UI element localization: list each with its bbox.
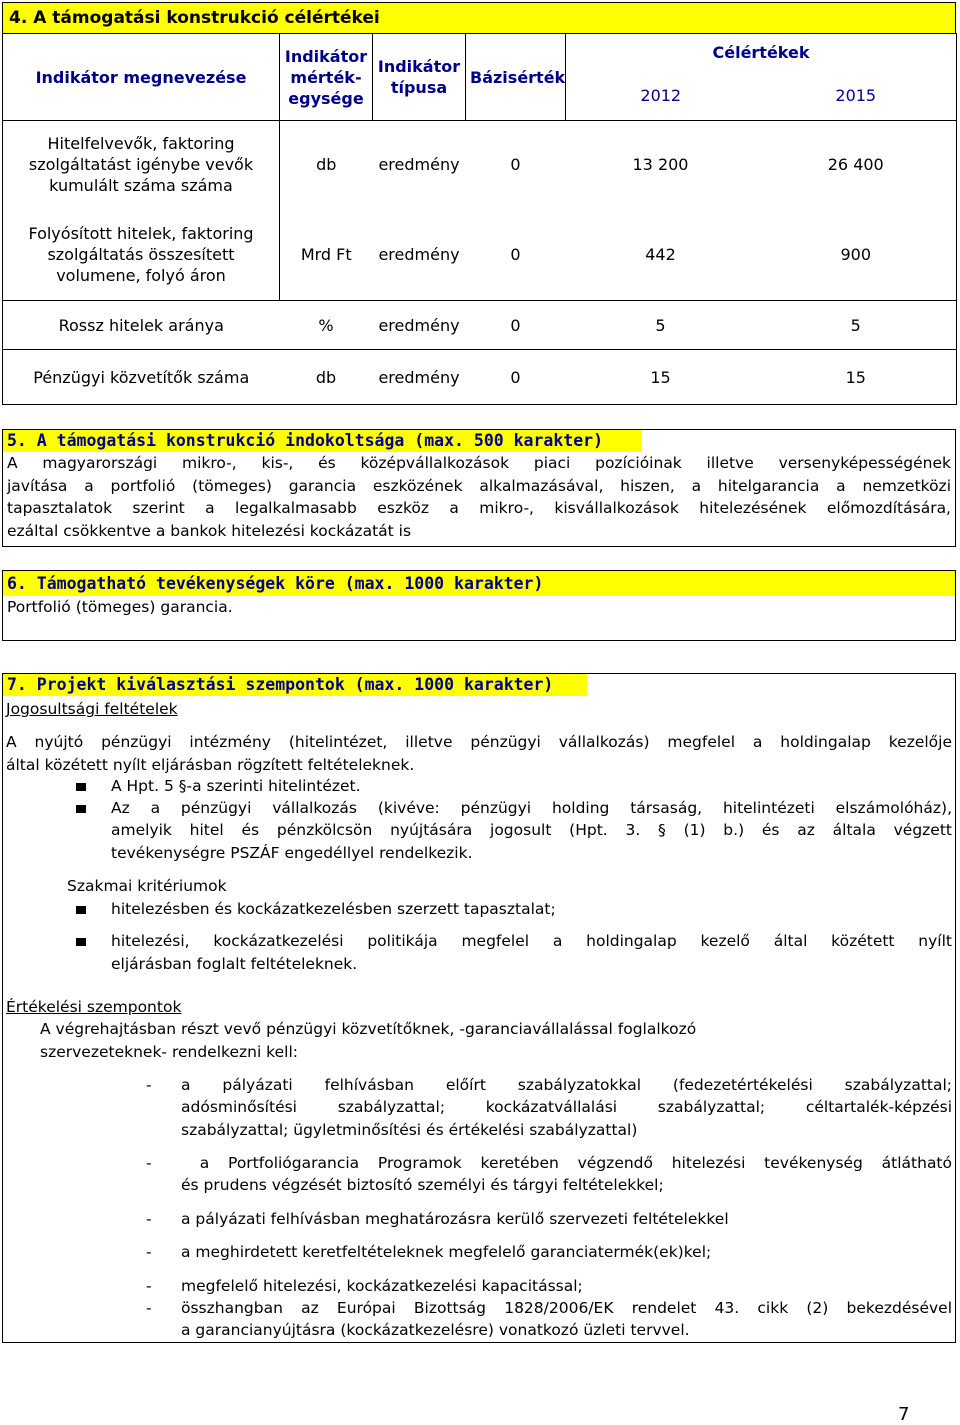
bullet-text: A Hpt. 5 §-a szerinti hitelintézet.	[111, 777, 361, 795]
bullet-square-icon	[76, 938, 86, 946]
dash-text: a Portfoliógarancia Programok keretében végzendő hitelezési tevékenység átlátható	[181, 1154, 952, 1172]
bullet-text: hitelezésben és kockázatkezelésben szerzett tapasztalat;	[111, 900, 556, 918]
indicator-table	[2, 33, 957, 405]
bullet-square-icon	[76, 783, 86, 791]
row-base: 0	[510, 155, 521, 175]
dash-text: szabályzattal; ügyletminősítési és értékelési szabályzattal)	[181, 1121, 638, 1139]
row-name: Pénzügyi közvetítők száma	[3, 350, 280, 405]
dash-icon: -	[146, 1154, 152, 1172]
bullet-text: tevékenységre PSZÁF engedéllyel rendelkezik.	[111, 844, 473, 862]
section-7-title: 7. Projekt kiválasztási szempontok (max. 1000 karakter)	[3, 674, 587, 696]
header-unit: Indikátor mérték-egysége	[280, 34, 373, 121]
dash-text: a meghirdetett keretfeltételeknek megfelelő garanciatermék(ek)kel;	[181, 1243, 712, 1261]
header-year-2015: 2015	[756, 72, 957, 121]
intro-line: által közétett nyílt eljárásban rögzített feltételeknek.	[6, 756, 415, 774]
row-unit: %	[280, 301, 373, 350]
dash-icon: -	[146, 1243, 152, 1261]
section-5-line: ezáltal csökkentve a bankok hitelezési kockázatát is	[7, 521, 412, 540]
row-type: eredmény	[378, 155, 460, 175]
row-type: eredmény	[373, 301, 466, 350]
row-2015: 5	[756, 301, 957, 350]
table-header-row	[3, 34, 957, 72]
row-type: eredmény	[373, 209, 466, 301]
ert-intro: A végrehajtásban részt vevő pénzügyi közvetítőknek, -garanciavállalással foglalkozó	[40, 1020, 697, 1038]
dash-icon: -	[146, 1299, 152, 1317]
szakmai-heading: Szakmai kritériumok	[67, 877, 227, 895]
row-2015: 26 400	[756, 121, 957, 209]
dash-text: a pályázati felhívásban meghatározásra kerülő szervezeti feltételekkel	[181, 1210, 729, 1228]
section-5-line: javítása a portfolió (tömeges) garancia eszközének alkalmazásával, hiszen, a hitelgarancia a nemzetközi	[7, 476, 951, 495]
section-5-line: tapasztalatok szerint a legalkalmasabb eszköz a mikro-, kisvállalkozások hitelezésének előmozdítására,	[7, 499, 951, 517]
table-row	[3, 301, 957, 350]
section-5-title: 5. A támogatási konstrukció indokoltsága (max. 500 karakter)	[3, 430, 642, 452]
dash-text: megfelelő hitelezési, kockázatkezelési kapacitással;	[181, 1277, 583, 1295]
row-2012: 15	[566, 350, 756, 405]
header-name: Indikátor megnevezése	[3, 34, 280, 121]
row-unit: db	[280, 121, 373, 209]
row-name: Rossz hitelek aránya	[3, 301, 280, 350]
bullet-text: hitelezési, kockázatkezelési politikája megfelel a holdingalap kezelő által közétett nyílt	[111, 932, 952, 950]
row-2012: 5	[566, 301, 756, 350]
dash-text: és prudens végzését biztosító személyi és tárgyi feltételekkel;	[181, 1176, 664, 1194]
page-number: 7	[898, 1404, 910, 1425]
row-base: 0	[466, 209, 566, 301]
ert-intro: szervezeteknek- rendelkezni kell:	[40, 1043, 298, 1061]
bullet-square-icon	[76, 906, 86, 914]
dash-text: a pályázati felhívásban előírt szabályzatokkal (fedezetértékelési szabályzattal;	[181, 1076, 952, 1094]
table-row	[3, 350, 957, 405]
section-4-title: 4. A támogatási konstrukció célértékei	[9, 8, 380, 28]
row-name: Folyósított hitelek, faktoring szolgáltatás összesített volumene, folyó áron	[3, 209, 280, 301]
row-base: 0	[466, 301, 566, 350]
header-type: Indikátor típusa	[373, 34, 466, 121]
row-2015: 900	[756, 209, 957, 301]
section-5	[2, 429, 956, 547]
header-targets: Célértékek	[566, 34, 957, 72]
dash-text: a garancianyújtásra (kockázatkezelésre) vonatkozó üzleti tervvel.	[181, 1321, 690, 1339]
row-name: Hitelfelvevők, faktoring szolgáltatást igénybe vevők kumulált száma száma	[3, 121, 280, 209]
row-type: eredmény	[373, 350, 466, 405]
section-6	[2, 570, 956, 641]
dash-text: adósminősítési szabályzattal; kockázatvállalási szabályzattal; céltartalék-képzési	[181, 1098, 952, 1116]
table-row	[3, 209, 957, 301]
row-2015: 15	[756, 350, 957, 405]
intro-line: A nyújtó pénzügyi intézmény (hitelintézet, illetve pénzügyi vállalkozás) megfelel a holdingalap kezelője	[6, 733, 952, 751]
table-row	[3, 121, 957, 209]
row-2012: 13 200	[632, 155, 689, 175]
section-6-text: Portfolió (tömeges) garancia.	[7, 598, 233, 616]
bullet-square-icon	[76, 805, 86, 813]
dash-icon: -	[146, 1277, 152, 1295]
bullet-text: eljárásban foglalt feltételeknek.	[111, 955, 358, 973]
section-6-title: 6. Támogatható tevékenységek köre (max. 1000 karakter)	[3, 571, 955, 596]
dash-text: összhangban az Európai Bizottság 1828/2006/EK rendelet 43. cikk (2) bekezdésével	[181, 1299, 952, 1317]
row-2012: 442	[566, 209, 756, 301]
row-unit: Mrd Ft	[280, 209, 373, 301]
header-year-2012: 2012	[566, 72, 756, 121]
header-base: Bázisérték	[466, 34, 566, 121]
row-base: 0	[466, 350, 566, 405]
dash-icon: -	[146, 1210, 152, 1228]
bullet-text: Az a pénzügyi vállalkozás (kivéve: pénzügyi holding társaság, hitelintézeti elszámolóház),	[111, 799, 952, 817]
section-4-header	[2, 2, 956, 34]
row-unit: db	[280, 350, 373, 405]
jog-heading: Jogosultsági feltételek	[6, 700, 178, 718]
dash-icon: -	[146, 1076, 152, 1094]
ert-heading: Értékelési szempontok	[6, 998, 182, 1016]
section-5-line: A magyarországi mikro-, kis-, és középvállalkozások piaci pozícióinak illetve versenyképességének	[7, 454, 951, 472]
bullet-text: amelyik hitel és pénzkölcsön nyújtására jogosult (Hpt. 3. § (1) b.) és az általa végzett	[111, 821, 952, 839]
